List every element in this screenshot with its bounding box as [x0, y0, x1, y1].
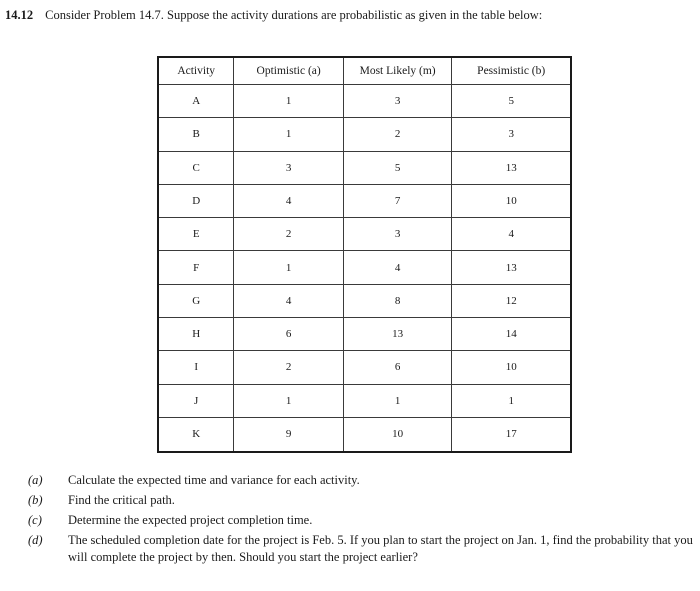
cell-activity: J — [158, 384, 234, 417]
table-row — [158, 351, 571, 384]
cell-pessimistic: 4 — [452, 218, 571, 251]
cell-most-likely: 7 — [343, 184, 452, 217]
cell-pessimistic: 13 — [452, 151, 571, 184]
cell-optimistic: 3 — [234, 151, 344, 184]
table-row — [158, 118, 571, 151]
question-letter: (c) — [28, 513, 42, 527]
cell-activity: D — [158, 184, 234, 217]
cell-most-likely: 6 — [343, 351, 452, 384]
activity-duration-table — [157, 56, 572, 453]
question-text: Determine the expected project completion time. — [68, 513, 313, 527]
table-row — [158, 151, 571, 184]
cell-most-likely: 1 — [343, 384, 452, 417]
column-header-most-likely: Most Likely (m) — [343, 57, 452, 85]
cell-most-likely: 5 — [343, 151, 452, 184]
cell-pessimistic: 1 — [452, 384, 571, 417]
cell-most-likely: 4 — [343, 251, 452, 284]
cell-optimistic: 4 — [234, 284, 344, 317]
cell-pessimistic: 5 — [452, 85, 571, 118]
table-row — [158, 417, 571, 452]
cell-optimistic: 1 — [234, 118, 344, 151]
table-header-row — [158, 57, 571, 85]
question-item — [28, 492, 696, 509]
cell-optimistic: 4 — [234, 184, 344, 217]
cell-activity: G — [158, 284, 234, 317]
column-header-activity: Activity — [158, 57, 234, 85]
cell-optimistic: 1 — [234, 251, 344, 284]
question-item — [28, 532, 696, 566]
cell-activity: H — [158, 317, 234, 350]
problem-header — [5, 6, 542, 24]
cell-pessimistic: 17 — [452, 417, 571, 452]
question-text: The scheduled completion date for the project is Feb. 5. If you plan to start the project on Jan. 1, find the probability that you will complete the project by then. Should you start the project earlier? — [68, 533, 693, 564]
cell-pessimistic: 10 — [452, 351, 571, 384]
question-list — [28, 472, 696, 569]
cell-most-likely: 3 — [343, 218, 452, 251]
question-letter: (a) — [28, 473, 43, 487]
table-row — [158, 317, 571, 350]
table-row — [158, 85, 571, 118]
cell-optimistic: 1 — [234, 85, 344, 118]
cell-optimistic: 2 — [234, 218, 344, 251]
cell-optimistic: 9 — [234, 417, 344, 452]
cell-most-likely: 2 — [343, 118, 452, 151]
table-row — [158, 384, 571, 417]
cell-pessimistic: 3 — [452, 118, 571, 151]
cell-most-likely: 8 — [343, 284, 452, 317]
cell-activity: A — [158, 85, 234, 118]
table-row — [158, 184, 571, 217]
column-header-pessimistic: Pessimistic (b) — [452, 57, 571, 85]
cell-pessimistic: 10 — [452, 184, 571, 217]
cell-optimistic: 6 — [234, 317, 344, 350]
cell-most-likely: 13 — [343, 317, 452, 350]
problem-intro: Consider Problem 14.7. Suppose the activity durations are probabilistic as given in the table below: — [45, 8, 543, 22]
cell-activity: F — [158, 251, 234, 284]
cell-pessimistic: 13 — [452, 251, 571, 284]
table-row — [158, 284, 571, 317]
cell-activity: B — [158, 118, 234, 151]
problem-number: 14.12 — [5, 8, 34, 22]
table-body — [158, 85, 571, 453]
question-item — [28, 512, 696, 529]
cell-activity: E — [158, 218, 234, 251]
cell-optimistic: 2 — [234, 351, 344, 384]
cell-most-likely: 3 — [343, 85, 452, 118]
cell-most-likely: 10 — [343, 417, 452, 452]
question-letter: (d) — [28, 533, 43, 547]
cell-pessimistic: 14 — [452, 317, 571, 350]
table-row — [158, 218, 571, 251]
cell-pessimistic: 12 — [452, 284, 571, 317]
question-text: Calculate the expected time and variance for each activity. — [68, 473, 360, 487]
question-letter: (b) — [28, 493, 43, 507]
column-header-optimistic: Optimistic (a) — [234, 57, 344, 85]
table-row — [158, 251, 571, 284]
question-text: Find the critical path. — [68, 493, 175, 507]
cell-activity: C — [158, 151, 234, 184]
cell-activity: K — [158, 417, 234, 452]
cell-activity: I — [158, 351, 234, 384]
cell-optimistic: 1 — [234, 384, 344, 417]
question-item — [28, 472, 696, 489]
